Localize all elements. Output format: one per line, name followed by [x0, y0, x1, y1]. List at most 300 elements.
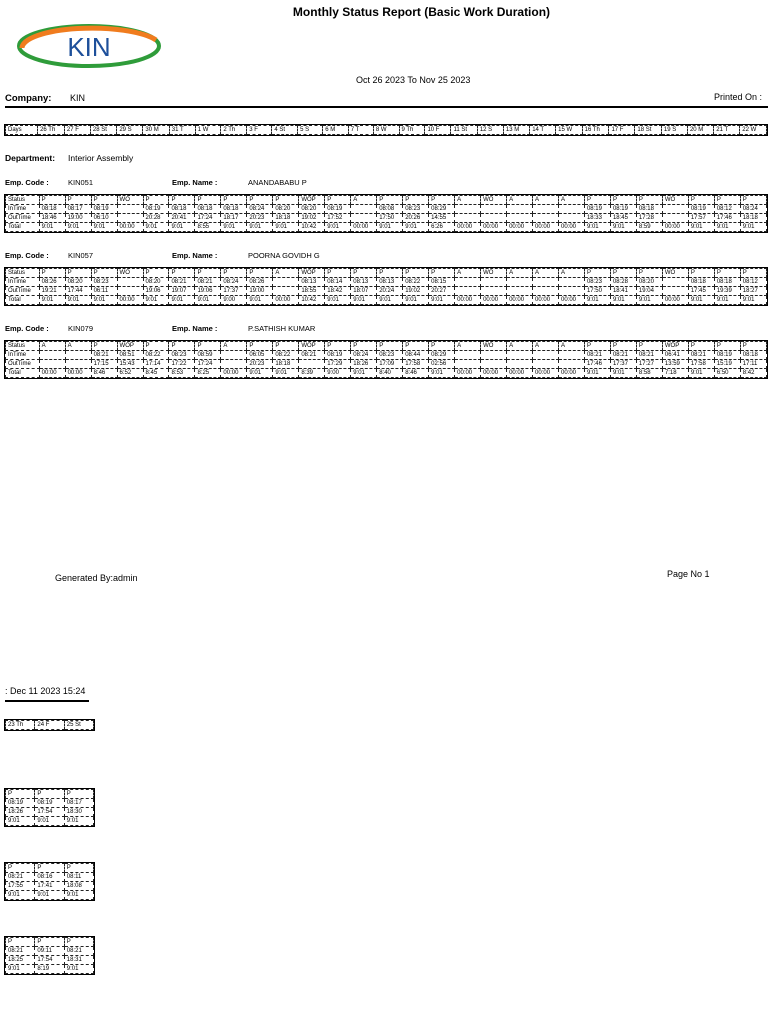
data-cell: 17:27 — [636, 360, 662, 369]
data-cell: WOP — [662, 342, 688, 351]
data-cell: 20:27 — [429, 287, 455, 296]
data-cell: 00:00 — [351, 223, 377, 232]
data-cell: 17:14 — [143, 360, 169, 369]
data-cell — [481, 287, 507, 296]
data-cell: 9:01 — [221, 223, 247, 232]
data-cell: 27 F — [64, 126, 90, 135]
data-cell — [65, 360, 91, 369]
data-cell: 00:00 — [662, 296, 688, 305]
row-label-cell: OutTime — [6, 287, 40, 296]
data-cell: 9:01 — [195, 296, 221, 305]
data-cell: 5 S — [298, 126, 323, 135]
data-cell: 20:28 — [143, 214, 169, 223]
data-cell: 19 S — [661, 126, 687, 135]
data-cell: A — [533, 196, 559, 205]
data-cell — [559, 278, 585, 287]
data-cell: 31 T — [169, 126, 195, 135]
data-cell: 25 St — [64, 721, 93, 730]
data-cell: WO — [481, 342, 507, 351]
data-cell: 19:21 — [39, 287, 65, 296]
data-cell: P — [584, 342, 610, 351]
data-cell: 08:19 — [714, 351, 740, 360]
data-cell: 08:16 — [35, 873, 64, 882]
data-cell — [507, 351, 533, 360]
data-cell: 08:23 — [169, 351, 195, 360]
data-cell: 19:06 — [143, 287, 169, 296]
data-cell: 16 Th — [582, 126, 609, 135]
data-cell: 6:26 — [429, 223, 455, 232]
data-cell: 10 F — [425, 126, 451, 135]
data-cell: 08:13 — [299, 278, 325, 287]
data-cell — [455, 205, 481, 214]
data-cell: P — [403, 196, 429, 205]
emp-code-label: Emp. Code : — [5, 251, 49, 260]
data-cell: 17:11 — [740, 360, 766, 369]
data-cell: 06:41 — [662, 351, 688, 360]
data-cell: P — [610, 269, 636, 278]
table-row — [6, 342, 767, 351]
data-cell: 08:12 — [714, 205, 740, 214]
data-cell: 9:01 — [6, 965, 35, 974]
data-cell — [273, 287, 299, 296]
data-cell: 18:26 — [351, 360, 377, 369]
data-cell: 9:01 — [247, 369, 273, 378]
data-cell: P — [325, 269, 351, 278]
data-cell: 08:21 — [195, 278, 221, 287]
data-cell: A — [39, 342, 65, 351]
data-cell: 6:50 — [714, 369, 740, 378]
data-cell: 08:21 — [610, 351, 636, 360]
data-cell: 19:39 — [714, 287, 740, 296]
company-label: Company: — [5, 93, 52, 104]
data-cell — [481, 360, 507, 369]
data-cell: A — [273, 269, 299, 278]
data-cell: 00:00 — [507, 369, 533, 378]
data-cell: 19:00 — [247, 287, 273, 296]
data-cell: 9:00 — [221, 296, 247, 305]
data-cell: 22 W — [740, 126, 767, 135]
data-cell: 9:01 — [714, 296, 740, 305]
data-cell: 08:26 — [247, 278, 273, 287]
data-cell: 08:26 — [39, 278, 65, 287]
data-cell: 17:58 — [403, 360, 429, 369]
data-cell — [455, 214, 481, 223]
logo-swoosh-icon — [16, 22, 162, 70]
data-cell: 10:42 — [299, 223, 325, 232]
data-cell: 00:00 — [221, 369, 247, 378]
data-cell: P — [65, 269, 91, 278]
data-cell: 08:11 — [64, 873, 93, 882]
data-cell: P — [64, 938, 93, 947]
data-cell — [662, 278, 688, 287]
data-cell: 08:19 — [143, 205, 169, 214]
data-cell: 08:23 — [91, 278, 117, 287]
data-cell: 00:00 — [39, 369, 65, 378]
data-cell: P — [403, 269, 429, 278]
data-cell — [481, 351, 507, 360]
data-cell: 9:01 — [429, 369, 455, 378]
emp-name-value: P.SATHISH KUMAR — [248, 324, 316, 333]
data-cell: 08:17 — [65, 205, 91, 214]
data-cell: 08:20 — [273, 205, 299, 214]
data-cell: 9:01 — [91, 223, 117, 232]
data-cell: P — [377, 342, 403, 351]
table-row — [6, 938, 94, 947]
print-date-underline — [5, 700, 89, 702]
data-cell: 17:37 — [221, 287, 247, 296]
page-number: Page No 1 — [667, 569, 710, 579]
data-cell: 18:26 — [6, 808, 35, 817]
data-cell: 26 Th — [38, 126, 65, 135]
data-cell: P — [636, 196, 662, 205]
data-cell: 19:02 — [299, 214, 325, 223]
data-cell: 08:19 — [6, 799, 35, 808]
data-cell: 8:46 — [91, 369, 117, 378]
data-cell — [507, 360, 533, 369]
data-cell: 08:21 — [299, 351, 325, 360]
table-row — [6, 882, 94, 891]
data-cell — [507, 287, 533, 296]
data-cell: 1 W — [195, 126, 221, 135]
data-cell: 06:10 — [91, 214, 117, 223]
data-cell: WOP — [299, 342, 325, 351]
company-logo — [16, 22, 162, 70]
generated-by: Generated By:admin — [55, 573, 138, 583]
data-cell: 17:52 — [325, 214, 351, 223]
data-cell: 9:01 — [247, 223, 273, 232]
data-cell: P — [143, 342, 169, 351]
data-cell: 14:55 — [429, 214, 455, 223]
data-cell: 08:20 — [143, 278, 169, 287]
data-cell — [559, 351, 585, 360]
data-cell: 9:00 — [325, 369, 351, 378]
data-cell — [455, 351, 481, 360]
data-cell: P — [688, 342, 714, 351]
data-cell: P — [740, 342, 766, 351]
data-cell: 08:22 — [143, 351, 169, 360]
data-cell: 8:58 — [636, 369, 662, 378]
table-row — [6, 296, 767, 305]
data-cell: 08:22 — [403, 278, 429, 287]
table-row — [6, 287, 767, 296]
row-label-cell: InTime — [6, 351, 40, 360]
data-cell — [662, 287, 688, 296]
data-cell: 08:51 — [117, 351, 143, 360]
data-cell: 18:45 — [610, 214, 636, 223]
data-cell: 9:01 — [35, 891, 64, 900]
data-cell: 14 T — [530, 126, 556, 135]
data-cell: 08:29 — [429, 205, 455, 214]
data-cell: 00:00 — [117, 296, 143, 305]
data-cell — [559, 205, 585, 214]
data-cell: 08:22 — [273, 351, 299, 360]
row-label-cell: Status — [6, 269, 40, 278]
data-cell: 9:01 — [351, 369, 377, 378]
data-cell: 18:31 — [64, 956, 93, 965]
data-cell: 9:01 — [169, 223, 195, 232]
days-extra-row — [6, 721, 94, 730]
data-cell: P — [195, 196, 221, 205]
data-cell: 6:52 — [117, 369, 143, 378]
data-cell — [507, 278, 533, 287]
data-cell: 19:06 — [195, 287, 221, 296]
data-cell: A — [559, 196, 585, 205]
attendance-table — [5, 341, 767, 378]
data-cell: P — [65, 196, 91, 205]
data-cell: 18:17 — [221, 214, 247, 223]
table-row — [6, 269, 767, 278]
data-cell: P — [714, 196, 740, 205]
table-row — [6, 864, 94, 873]
row-label-cell: Total — [6, 369, 40, 378]
data-cell: WO — [481, 196, 507, 205]
data-cell: 9:01 — [325, 296, 351, 305]
data-cell: P — [377, 196, 403, 205]
data-cell: 9:01 — [584, 223, 610, 232]
days-extra-table — [5, 720, 94, 730]
data-cell: P — [584, 196, 610, 205]
data-cell: 9:01 — [91, 296, 117, 305]
data-cell: 17:50 — [377, 214, 403, 223]
data-cell: A — [507, 342, 533, 351]
data-cell: 19:07 — [169, 287, 195, 296]
logo-text: KIN — [67, 32, 111, 62]
data-cell: 17:09 — [377, 360, 403, 369]
data-cell: P — [143, 269, 169, 278]
data-cell: 8:40 — [377, 369, 403, 378]
data-cell: 08:19 — [610, 205, 636, 214]
data-cell: 20:26 — [403, 214, 429, 223]
attendance-grid — [4, 267, 768, 306]
data-cell: 08:15 — [429, 278, 455, 287]
data-cell: P — [6, 790, 35, 799]
data-cell: 30 M — [143, 126, 169, 135]
data-cell: P — [91, 342, 117, 351]
data-cell: 20:24 — [377, 287, 403, 296]
data-cell: P — [429, 269, 455, 278]
data-cell: 08:21 — [584, 351, 610, 360]
data-cell: 00:00 — [559, 369, 585, 378]
data-cell: 08:28 — [610, 278, 636, 287]
data-cell: 17:54 — [35, 956, 64, 965]
data-cell: P — [35, 938, 64, 947]
data-cell: 9:01 — [403, 223, 429, 232]
data-cell: WO — [662, 269, 688, 278]
data-cell: 19:04 — [636, 287, 662, 296]
days-table — [5, 125, 767, 135]
data-cell — [117, 214, 143, 223]
data-cell: 9:01 — [610, 223, 636, 232]
data-cell: P — [35, 864, 64, 873]
data-cell: 08:18 — [714, 278, 740, 287]
table-row — [6, 205, 767, 214]
data-cell: 9:01 — [39, 296, 65, 305]
data-cell: 28 St — [90, 126, 116, 135]
data-cell: 08:24 — [247, 205, 273, 214]
data-cell: 00:00 — [481, 296, 507, 305]
row-label-cell: Total — [6, 223, 40, 232]
table-row — [6, 891, 94, 900]
data-cell: 8:45 — [143, 369, 169, 378]
data-cell — [351, 205, 377, 214]
data-cell: 18:46 — [39, 214, 65, 223]
data-cell: 21 T — [714, 126, 740, 135]
data-cell: P — [688, 196, 714, 205]
data-cell: A — [533, 269, 559, 278]
data-cell: 6 M — [323, 126, 348, 135]
data-cell: WO — [117, 196, 143, 205]
data-cell: 15 W — [556, 126, 582, 135]
data-cell — [481, 278, 507, 287]
data-cell: 23 Th — [6, 721, 35, 730]
data-cell: WO — [117, 269, 143, 278]
data-cell: 17:45 — [688, 287, 714, 296]
data-cell: 8 W — [373, 126, 399, 135]
data-cell — [481, 214, 507, 223]
data-cell: 18:08 — [64, 882, 93, 891]
data-cell: 00:00 — [662, 223, 688, 232]
data-cell: 9:01 — [714, 223, 740, 232]
data-cell: 08:12 — [740, 278, 766, 287]
data-cell: 08:21 — [6, 947, 35, 956]
data-cell: A — [507, 269, 533, 278]
attendance-grid-extra — [4, 862, 95, 901]
data-cell: P — [39, 196, 65, 205]
data-cell: 08:21 — [6, 873, 35, 882]
data-cell: 08:21 — [169, 278, 195, 287]
report-period: Oct 26 2023 To Nov 25 2023 — [356, 75, 471, 85]
data-cell — [351, 214, 377, 223]
data-cell: 17:28 — [636, 214, 662, 223]
data-cell: 15:19 — [714, 360, 740, 369]
data-cell: P — [377, 269, 403, 278]
data-cell: 08:21 — [91, 351, 117, 360]
data-cell: P — [403, 342, 429, 351]
data-cell: P — [143, 196, 169, 205]
data-cell: 7 T — [348, 126, 373, 135]
data-cell: 9:01 — [740, 223, 766, 232]
data-cell: 20:23 — [247, 360, 273, 369]
data-cell: P — [740, 269, 766, 278]
data-cell: 18:42 — [325, 287, 351, 296]
data-cell: 9:01 — [377, 296, 403, 305]
data-cell — [507, 214, 533, 223]
data-cell: 00:00 — [559, 223, 585, 232]
data-cell: 18:55 — [299, 287, 325, 296]
data-cell: 08:44 — [403, 351, 429, 360]
data-cell: 9:01 — [65, 296, 91, 305]
data-cell: 08:21 — [64, 947, 93, 956]
data-cell: 9:01 — [325, 223, 351, 232]
data-cell: 00:00 — [559, 296, 585, 305]
table-row — [6, 808, 94, 817]
data-cell: 7:18 — [662, 369, 688, 378]
data-cell: 17:50 — [584, 287, 610, 296]
data-cell — [117, 205, 143, 214]
data-cell: P — [429, 196, 455, 205]
data-cell: 08:23 — [584, 278, 610, 287]
data-cell: 9:01 — [64, 965, 93, 974]
data-cell: P — [91, 196, 117, 205]
data-cell: 08:29 — [429, 351, 455, 360]
table-row — [6, 873, 94, 882]
data-cell: 9:01 — [65, 223, 91, 232]
data-cell: 08:18 — [636, 205, 662, 214]
data-cell: 8:25 — [195, 369, 221, 378]
data-cell: P — [169, 269, 195, 278]
emp-code-label: Emp. Code : — [5, 324, 49, 333]
data-cell: 18 St — [635, 126, 661, 135]
table-row — [6, 965, 94, 974]
data-cell: P — [169, 342, 195, 351]
data-cell: 8:42 — [740, 369, 766, 378]
data-cell: 18:27 — [740, 287, 766, 296]
data-cell — [533, 351, 559, 360]
data-cell: 17:24 — [195, 214, 221, 223]
data-cell: 00:00 — [507, 223, 533, 232]
data-cell: 9:01 — [610, 296, 636, 305]
data-cell: A — [455, 342, 481, 351]
data-cell: 08:21 — [688, 351, 714, 360]
emp-name-label: Emp. Name : — [172, 251, 218, 260]
data-cell: 9:01 — [35, 817, 64, 826]
data-cell: 3 F — [247, 126, 272, 135]
attendance-grid-extra — [4, 936, 95, 975]
attendance-grid — [4, 340, 768, 379]
data-cell: 02:56 — [429, 360, 455, 369]
emp-code-value: KIN079 — [68, 324, 94, 333]
data-cell: P — [351, 269, 377, 278]
data-cell — [221, 360, 247, 369]
data-cell — [455, 287, 481, 296]
row-label-cell: InTime — [6, 205, 40, 214]
data-cell: 9:01 — [584, 369, 610, 378]
data-cell: 9:01 — [143, 296, 169, 305]
data-cell: 9:01 — [688, 296, 714, 305]
data-cell: P — [39, 269, 65, 278]
data-cell: 9:01 — [636, 296, 662, 305]
data-cell: 20:41 — [169, 214, 195, 223]
data-cell: P — [169, 196, 195, 205]
data-cell: 9 Th — [399, 126, 425, 135]
data-cell: A — [533, 342, 559, 351]
data-cell: 9:01 — [169, 296, 195, 305]
data-cell: 9:01 — [688, 223, 714, 232]
table-row — [6, 947, 94, 956]
department-label: Department: — [5, 153, 56, 163]
data-cell: P — [273, 342, 299, 351]
table-row — [6, 369, 767, 378]
data-cell: 18:30 — [64, 808, 93, 817]
data-cell: A — [559, 269, 585, 278]
data-cell: 18:07 — [351, 287, 377, 296]
data-cell — [117, 278, 143, 287]
data-cell: 17:57 — [688, 214, 714, 223]
data-cell: P — [91, 269, 117, 278]
data-cell: WOP — [299, 196, 325, 205]
data-cell: 18:41 — [610, 287, 636, 296]
data-cell: P — [714, 342, 740, 351]
data-cell — [559, 214, 585, 223]
data-cell: 2 Th — [221, 126, 247, 135]
data-cell: 17:46 — [584, 360, 610, 369]
data-cell: 18:18 — [740, 214, 766, 223]
data-cell: 08:18 — [169, 205, 195, 214]
data-cell: 19:00 — [65, 214, 91, 223]
data-cell: 9:01 — [740, 296, 766, 305]
attendance-table — [5, 268, 767, 305]
header-divider — [5, 106, 768, 108]
